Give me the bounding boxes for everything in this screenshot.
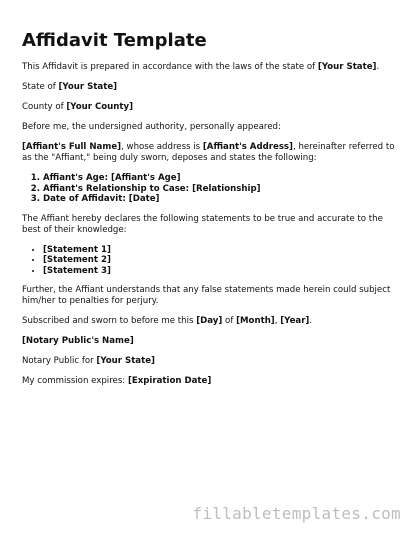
affiant-name-placeholder: [Affiant's Full Name] xyxy=(22,142,122,152)
perjury-paragraph: Further, the Affiant understands that any false statements made herein could subject him/her to penalties for perjury. xyxy=(22,285,391,306)
intro-state-placeholder: [Your State] xyxy=(317,62,377,72)
sworn-of: of xyxy=(222,316,237,326)
commission-label: My commission expires: xyxy=(22,376,128,386)
sworn-end: . xyxy=(309,316,313,326)
state-line xyxy=(22,82,398,93)
intro-end: . xyxy=(376,62,380,72)
sworn-month-placeholder: [Month] xyxy=(236,316,275,326)
state-label: State of xyxy=(22,82,59,92)
list-item: 2. Affiant's Relationship to Case: [Relationship] xyxy=(43,184,398,195)
before-me-line: Before me, the undersigned authority, personally appeared: xyxy=(22,122,281,132)
expiration-date-placeholder: [Expiration Date] xyxy=(127,376,212,386)
declares-paragraph: The Affiant hereby declares the following statements to be true and accurate to the best of their knowledge: xyxy=(22,213,383,235)
notary-name-placeholder: [Notary Public's Name] xyxy=(22,336,134,346)
list-item: 1. Affiant's Age: [Affiant's Age] xyxy=(43,173,398,184)
affiant-rest-text: , hereinafter referred to as the "Affiant," being duly sworn, deposes and states the following: xyxy=(22,142,395,163)
notary-for-line xyxy=(22,356,398,367)
county-placeholder: [Your County] xyxy=(66,102,134,112)
statements-list xyxy=(22,245,398,277)
site-watermark: fillabletemplates.com xyxy=(192,504,401,523)
notary-for-label: Notary Public for xyxy=(22,356,97,366)
state-placeholder: [Your State] xyxy=(58,82,118,92)
list-item: • [Statement 1] xyxy=(43,245,398,256)
list-item: • [Statement 2] xyxy=(43,255,398,266)
affiant-mid-text: , whose address is xyxy=(121,142,203,152)
county-label: County of xyxy=(22,102,67,112)
intro-paragraph xyxy=(22,62,398,73)
sworn-day-placeholder: [Day] xyxy=(196,316,223,326)
affiant-paragraph xyxy=(22,142,398,164)
notary-state-placeholder: [Your State] xyxy=(96,356,155,366)
list-item: 3. Date of Affidavit: [Date] xyxy=(43,194,398,205)
list-item: • [Statement 3] xyxy=(43,266,398,277)
sworn-comma: , xyxy=(274,316,281,326)
document-title: Affidavit Template xyxy=(22,30,207,51)
sworn-line xyxy=(22,316,398,327)
county-line xyxy=(22,102,398,113)
affiant-details-list xyxy=(22,173,398,205)
affiant-address-placeholder: [Affiant's Address] xyxy=(202,142,293,152)
document-page xyxy=(22,30,398,396)
sworn-prefix: Subscribed and sworn to before me this xyxy=(22,316,197,326)
notary-name-line xyxy=(22,336,398,347)
sworn-year-placeholder: [Year] xyxy=(280,316,310,326)
commission-line xyxy=(22,376,398,387)
intro-text: This Affidavit is prepared in accordance with the laws of the state of xyxy=(22,62,318,72)
